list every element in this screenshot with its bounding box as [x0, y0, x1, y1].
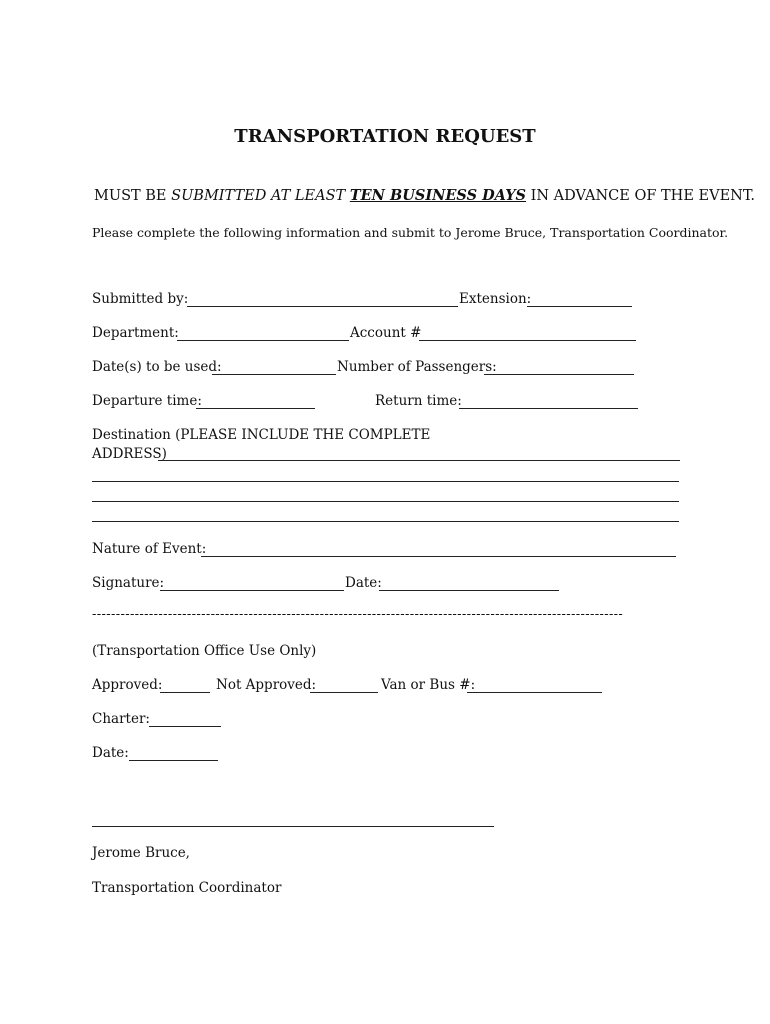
not-approved-field[interactable] — [310, 692, 378, 693]
destination-label-line1: Destination (PLEASE INCLUDE THE COMPLETE — [92, 427, 431, 443]
department-label: Department: — [92, 325, 179, 341]
extension-label: Extension: — [459, 291, 532, 307]
destination-field-line2[interactable] — [92, 481, 679, 482]
signature-field[interactable] — [160, 590, 344, 591]
office-date-field[interactable] — [129, 760, 218, 761]
notice-emphasis: TEN BUSINESS DAYS — [349, 187, 527, 204]
date-label: Date: — [345, 575, 382, 591]
instructions: Please complete the following information and submit to Jerome Bruce, Transportation Coordinator. — [92, 225, 729, 240]
signature-label: Signature: — [92, 575, 165, 591]
departure-time-field[interactable] — [196, 408, 315, 409]
notice-part-1: MUST BE — [94, 188, 172, 204]
departure-time-label: Departure time: — [92, 393, 202, 409]
coordinator-signature-line[interactable] — [92, 826, 494, 827]
submission-notice — [94, 187, 755, 204]
submitted-by-label: Submitted by: — [92, 291, 189, 307]
extension-field[interactable] — [527, 306, 632, 307]
destination-field-line3[interactable] — [92, 501, 679, 502]
nature-of-event-label: Nature of Event: — [92, 541, 207, 557]
passengers-label: Number of Passengers: — [337, 359, 497, 375]
destination-field-line1[interactable] — [158, 460, 680, 461]
dates-used-label: Date(s) to be used: — [92, 359, 222, 375]
charter-field[interactable] — [149, 726, 221, 727]
coordinator-title: Transportation Coordinator — [92, 880, 282, 896]
page-title: TRANSPORTATION REQUEST — [234, 126, 536, 147]
office-use-heading: (Transportation Office Use Only) — [92, 643, 317, 659]
not-approved-label: Not Approved: — [216, 677, 317, 693]
nature-of-event-field[interactable] — [201, 556, 676, 557]
department-field[interactable] — [177, 340, 349, 341]
dashed-separator: ---------------------------------------------------------------------------------------------------------------- — [92, 607, 624, 622]
van-bus-label: Van or Bus #: — [381, 677, 476, 693]
charter-label: Charter: — [92, 711, 150, 727]
return-time-field[interactable] — [459, 408, 638, 409]
notice-part-2: SUBMITTED AT LEAST — [171, 188, 350, 204]
approved-label: Approved: — [92, 677, 163, 693]
coordinator-name: Jerome Bruce, — [92, 845, 190, 861]
account-field[interactable] — [419, 340, 636, 341]
office-date-label: Date: — [92, 745, 129, 761]
passengers-field[interactable] — [484, 374, 634, 375]
approved-field[interactable] — [160, 692, 210, 693]
dates-used-field[interactable] — [212, 374, 336, 375]
account-label: Account # — [350, 325, 422, 341]
return-time-label: Return time: — [375, 393, 462, 409]
destination-field-line4[interactable] — [92, 521, 679, 522]
notice-part-4: IN ADVANCE OF THE EVENT. — [526, 188, 755, 204]
van-bus-field[interactable] — [467, 692, 602, 693]
destination-label-line2: ADDRESS) — [92, 446, 167, 462]
date-field[interactable] — [379, 590, 559, 591]
submitted-by-field[interactable] — [187, 306, 458, 307]
